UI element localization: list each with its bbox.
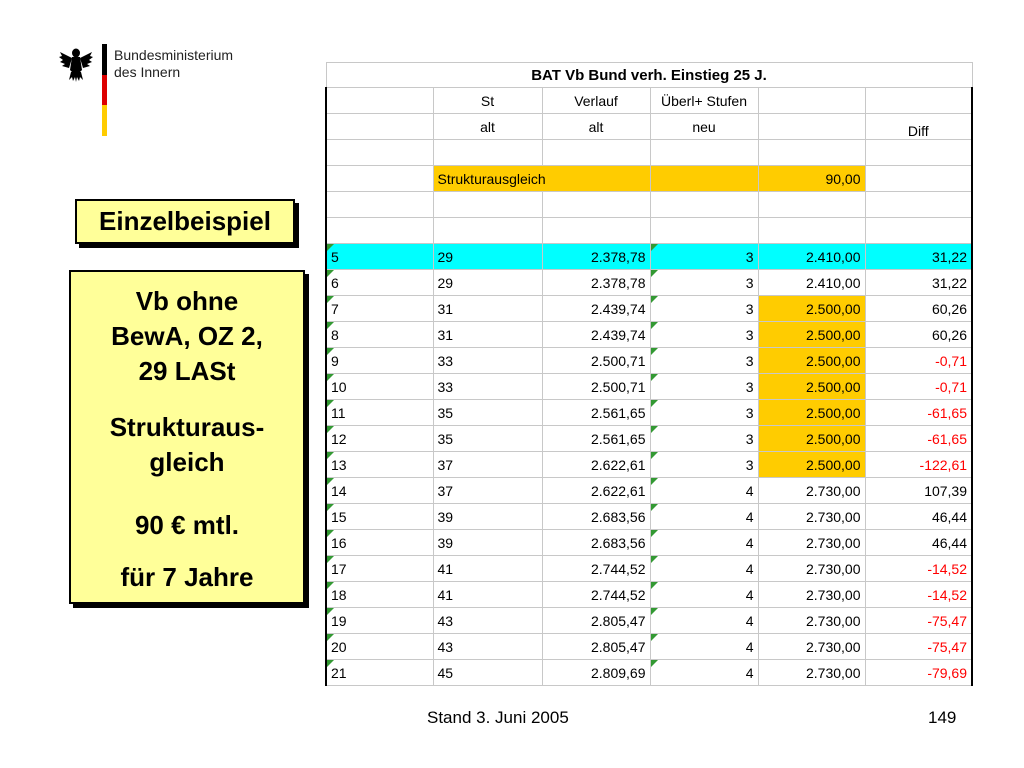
federal-eagle-icon <box>58 46 94 84</box>
cell-new-amount: 2.730,00 <box>758 556 865 582</box>
salary-table <box>325 62 971 686</box>
vb-line-1c: 29 LASt <box>138 356 236 386</box>
cell-group: 21 <box>326 660 433 686</box>
header-cell: Überl+ Stufen <box>650 88 758 114</box>
cell-stufen-neu: 4 <box>650 556 758 582</box>
cell-new-amount: 2.730,00 <box>758 608 865 634</box>
ministry-name <box>114 47 233 81</box>
salary-grid <box>325 62 973 686</box>
flag-red <box>102 75 107 106</box>
table-row <box>326 504 972 530</box>
cell-stufen-neu: 3 <box>650 270 758 296</box>
cell-st-alt: 31 <box>433 322 542 348</box>
cell-diff: -79,69 <box>865 660 972 686</box>
cell-new-amount: 2.410,00 <box>758 270 865 296</box>
header-row-1 <box>326 88 972 114</box>
cell-verlauf-alt: 2.439,74 <box>542 322 650 348</box>
cell-st-alt: 31 <box>433 296 542 322</box>
cell-stufen-neu: 4 <box>650 660 758 686</box>
cell-verlauf-alt: 2.744,52 <box>542 556 650 582</box>
cell-diff: -61,65 <box>865 400 972 426</box>
flag-bar <box>102 44 107 136</box>
cell-new-amount: 2.730,00 <box>758 660 865 686</box>
cell-new-amount: 2.730,00 <box>758 478 865 504</box>
table-row <box>326 400 972 426</box>
cell-st-alt: 43 <box>433 634 542 660</box>
header-cell: St <box>433 88 542 114</box>
cell-st-alt: 39 <box>433 530 542 556</box>
table-row <box>326 478 972 504</box>
cell-st-alt: 43 <box>433 608 542 634</box>
table-row <box>326 426 972 452</box>
cell-st-alt: 29 <box>433 270 542 296</box>
cell-st-alt: 29 <box>433 244 542 270</box>
ministry-line2: des Innern <box>114 64 181 80</box>
header-row-2 <box>326 114 972 140</box>
table-row <box>326 270 972 296</box>
cell-new-amount: 2.500,00 <box>758 296 865 322</box>
cell-group: 6 <box>326 270 433 296</box>
header-cell <box>326 88 433 114</box>
cell-group: 18 <box>326 582 433 608</box>
header-cell: alt <box>542 114 650 140</box>
cell-new-amount: 2.500,00 <box>758 426 865 452</box>
table-title: BAT Vb Bund verh. Einstieg 25 J. <box>326 63 972 88</box>
cell-new-amount: 2.500,00 <box>758 452 865 478</box>
cell-group: 15 <box>326 504 433 530</box>
cell-verlauf-alt: 2.622,61 <box>542 452 650 478</box>
vb-line-1a: Vb ohne <box>135 286 239 316</box>
cell-st-alt: 41 <box>433 582 542 608</box>
cell-verlauf-alt: 2.500,71 <box>542 374 650 400</box>
cell-new-amount: 2.730,00 <box>758 582 865 608</box>
strukturausgleich-value: 90,00 <box>758 166 865 192</box>
cell-verlauf-alt: 2.500,71 <box>542 348 650 374</box>
cell-st-alt: 45 <box>433 660 542 686</box>
cell-verlauf-alt: 2.809,69 <box>542 660 650 686</box>
table-row <box>326 374 972 400</box>
example-description-box <box>69 270 305 604</box>
vb-line-2a: Strukturaus- <box>109 412 265 442</box>
cell-group: 16 <box>326 530 433 556</box>
cell-verlauf-alt: 2.744,52 <box>542 582 650 608</box>
cell-stufen-neu: 3 <box>650 296 758 322</box>
cell-group: 19 <box>326 608 433 634</box>
cell-verlauf-alt: 2.378,78 <box>542 270 650 296</box>
cell-verlauf-alt: 2.683,56 <box>542 530 650 556</box>
cell-diff: 31,22 <box>865 244 972 270</box>
cell-group: 11 <box>326 400 433 426</box>
cell-diff: -14,52 <box>865 582 972 608</box>
cell-st-alt: 35 <box>433 400 542 426</box>
blank-row <box>326 140 972 166</box>
strukturausgleich-label: Strukturausgleich <box>433 166 650 192</box>
table-row <box>326 556 972 582</box>
table-row <box>326 322 972 348</box>
footer-date: Stand 3. Juni 2005 <box>427 708 569 727</box>
cell-stufen-neu: 3 <box>650 374 758 400</box>
table-row <box>326 244 972 270</box>
cell-verlauf-alt: 2.561,65 <box>542 426 650 452</box>
cell-new-amount: 2.500,00 <box>758 322 865 348</box>
cell-diff: 46,44 <box>865 504 972 530</box>
vb-line-2b: gleich <box>149 447 225 477</box>
cell-diff: 60,26 <box>865 322 972 348</box>
cell-group: 13 <box>326 452 433 478</box>
cell-verlauf-alt: 2.805,47 <box>542 608 650 634</box>
cell-stufen-neu: 4 <box>650 530 758 556</box>
table-row <box>326 634 972 660</box>
strukturausgleich-text <box>71 410 303 480</box>
cell-verlauf-alt: 2.622,61 <box>542 478 650 504</box>
flag-gold <box>102 105 107 136</box>
cell-group: 10 <box>326 374 433 400</box>
header-cell <box>758 88 865 114</box>
cell-stufen-neu: 3 <box>650 322 758 348</box>
cell-stufen-neu: 3 <box>650 400 758 426</box>
header-cell <box>326 114 433 140</box>
cell-new-amount: 2.500,00 <box>758 374 865 400</box>
amount-text: 90 € mtl. <box>134 510 240 540</box>
cell-st-alt: 39 <box>433 504 542 530</box>
table-row <box>326 582 972 608</box>
cell-diff: 60,26 <box>865 296 972 322</box>
cell-stufen-neu: 4 <box>650 634 758 660</box>
cell-stufen-neu: 3 <box>650 244 758 270</box>
cell-stufen-neu: 4 <box>650 582 758 608</box>
ministry-logo <box>58 44 258 139</box>
cell-st-alt: 37 <box>433 452 542 478</box>
cell-st-alt: 37 <box>433 478 542 504</box>
example-grade-text <box>71 284 303 389</box>
cell-verlauf-alt: 2.439,74 <box>542 296 650 322</box>
page-number: 149 <box>928 708 957 727</box>
cell-stufen-neu: 3 <box>650 426 758 452</box>
cell-new-amount: 2.500,00 <box>758 400 865 426</box>
ministry-line1: Bundesministerium <box>114 47 234 63</box>
table-row <box>326 660 972 686</box>
table-title-row <box>326 63 972 88</box>
header-cell: neu <box>650 114 758 140</box>
cell-new-amount: 2.730,00 <box>758 530 865 556</box>
cell-group: 5 <box>326 244 433 270</box>
blank-row <box>326 192 972 218</box>
cell-stufen-neu: 4 <box>650 504 758 530</box>
table-row <box>326 452 972 478</box>
cell-stufen-neu: 4 <box>650 478 758 504</box>
cell-diff: -75,47 <box>865 608 972 634</box>
cell-group: 14 <box>326 478 433 504</box>
strukturausgleich-row <box>326 166 972 192</box>
einzelbeispiel-box: Einzelbeispiel <box>75 199 295 244</box>
cell-group: 7 <box>326 296 433 322</box>
cell-group: 12 <box>326 426 433 452</box>
cell-diff: -0,71 <box>865 374 972 400</box>
table-row <box>326 296 972 322</box>
cell-verlauf-alt: 2.378,78 <box>542 244 650 270</box>
header-cell <box>865 88 972 114</box>
cell-new-amount: 2.730,00 <box>758 504 865 530</box>
table-row <box>326 608 972 634</box>
flag-black <box>102 44 107 75</box>
cell-stufen-neu: 3 <box>650 452 758 478</box>
cell-st-alt: 33 <box>433 348 542 374</box>
cell-diff: -0,71 <box>865 348 972 374</box>
cell-stufen-neu: 3 <box>650 348 758 374</box>
cell-new-amount: 2.500,00 <box>758 348 865 374</box>
cell-diff: -14,52 <box>865 556 972 582</box>
table-row <box>326 348 972 374</box>
vb-line-1b: BewA, OZ 2, <box>111 321 263 351</box>
cell-diff: 107,39 <box>865 478 972 504</box>
blank-row <box>326 218 972 244</box>
cell-verlauf-alt: 2.683,56 <box>542 504 650 530</box>
cell-stufen-neu: 4 <box>650 608 758 634</box>
cell-st-alt: 41 <box>433 556 542 582</box>
cell-new-amount: 2.410,00 <box>758 244 865 270</box>
cell-diff: 31,22 <box>865 270 972 296</box>
cell-group: 17 <box>326 556 433 582</box>
cell-new-amount: 2.730,00 <box>758 634 865 660</box>
cell-diff: -122,61 <box>865 452 972 478</box>
cell-group: 8 <box>326 322 433 348</box>
header-cell: alt <box>433 114 542 140</box>
cell-diff: -75,47 <box>865 634 972 660</box>
cell-diff: -61,65 <box>865 426 972 452</box>
duration-text: für 7 Jahre <box>120 562 254 592</box>
cell-verlauf-alt: 2.805,47 <box>542 634 650 660</box>
cell-st-alt: 33 <box>433 374 542 400</box>
cell-diff: 46,44 <box>865 530 972 556</box>
table-row <box>326 530 972 556</box>
cell-st-alt: 35 <box>433 426 542 452</box>
header-cell: Verlauf <box>542 88 650 114</box>
cell-group: 20 <box>326 634 433 660</box>
header-cell <box>758 114 865 140</box>
cell-group: 9 <box>326 348 433 374</box>
cell-verlauf-alt: 2.561,65 <box>542 400 650 426</box>
header-cell: Diff <box>865 114 972 140</box>
